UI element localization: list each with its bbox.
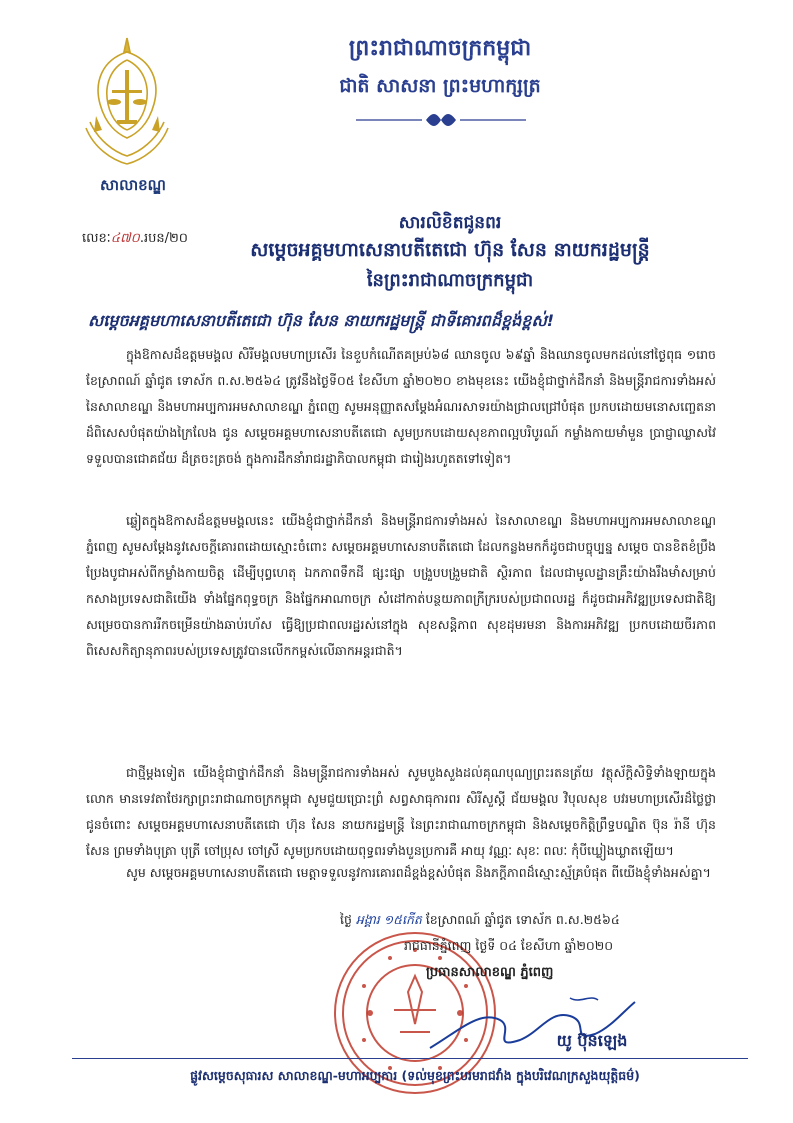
royal-emblem-icon [72, 30, 182, 170]
document-title-addressee: សម្តេចអគ្គមហាសេនាបតីតេជោ ហ៊ុន សែន នាយករដ្ឋមន្ត្រី [250, 239, 650, 261]
place-date-line: រាជធានីភ្នំពេញ ថ្ងៃទី ០៤ ខែសីហា ឆ្នាំ២០២០ [404, 938, 614, 953]
paragraph-3: ជាថ្មីម្តងទៀត យើងខ្ញុំជាថ្នាក់ដឹកនាំ និងមន្ត្រីរាជការទាំងអស់ សូមបួងសួងដល់គុណបុណ្យព្រះរតនត្រ័យ វត្ថុស័ក្តិសិទ្ធិទាំងឡាយក្នុងលោក មានទេវតាថែរក្សាព្រះរាជាណាចក្រកម្ពុជា សូមជួយប្រោះព្រំ សព្វសាធុការពរ សិរីសួស្តី ជ័យមង្គល វិបុលសុខ បវរមហាប្រសើរដ៏ថ្លៃថ្លា ជូនចំពោះ សម្តេចអគ្គមហាសេនាបតីតេជោ ហ៊ុន សែន នាយករដ្ឋមន្ត្រី នៃព្រះរាជាណាចក្រកម្ពុជា និងសម្តេចកិត្តិព្រឹទ្ធបណ្ឌិត ប៊ុន រ៉ានី ហ៊ុន សែន ព្រមទាំងបុត្រា បុត្រី ចៅប្រុស ចៅស្រី សូមប្រកបដោយពុទ្ធពរទាំងបួនប្រការគឺ អាយុ វណ្ណៈ សុខៈ ពលៈ កុំបីឃ្លៀងឃ្លាតឡើយ។ [86, 765, 716, 858]
paragraph-4: សូម សម្តេចអគ្គមហាសេនាបតីតេជោ មេត្តាទទួលនូវការគោរពដ៏ខ្ពង់ខ្ពស់បំផុត និងភក្តីភាពដ៏ស្មោះស្ម័គ្របំផុត ពីយើងខ្ញុំទាំងអស់គ្នា។ [126, 865, 711, 880]
lunar-date-prefix: ថ្ងៃ [340, 912, 352, 927]
divider-ornament-icon [356, 112, 526, 128]
signer-name: យូ ប៊ុនឡេង [556, 1031, 628, 1050]
reference-suffix: .របន/២០ [139, 231, 188, 246]
organization-name: សាលាខណ្ឌ [100, 176, 166, 194]
lunar-date-handwritten: អង្គារ ១៥កើត [355, 912, 422, 927]
reference-handwritten: ៤៧០ [110, 231, 140, 246]
paragraph-2: ឆ្លៀតក្នុងឱកាសដ៏ឧត្តមមង្គលនេះ យើងខ្ញុំជាថ្នាក់ដឹកនាំ និងមន្ត្រីរាជការទាំងអស់ នៃសាលាខណ្ឌ និងមហាអប្បការអមសាលាខណ្ឌ ភ្នំពេញ សូមសម្តែងនូវសេចក្តីគោរពដោយស្មោះចំពោះ សម្តេចអគ្គមហាសេនាបតីតេជោ ដែលកន្លងមកក៏ដូចជាបច្ចុប្បន្ន សម្តេច បានខិតខំប្រឹងប្រែងបូជាអស់ពីកម្លាំងកាយចិត្ត ដើម្បីបុព្វហេតុ ឯកភាពទឹកដី ផ្សះផ្សា បង្រួបបង្រួមជាតិ ស្ថិរភាព ដែលជាមូលដ្ឋានគ្រឹះយ៉ាងរឹងមាំសម្រាប់កសាងប្រទេសជាតិយើង ទាំងផ្នែកពុទ្ធចក្រ និងផ្នែកអាណាចក្រ សំដៅកាត់បន្ថយភាពក្រីក្ររបស់ប្រជាពលរដ្ឋ ក៏ដូចជាអភិវឌ្ឍប្រទេសជាតិឱ្យសម្រេចបានការរីកចម្រើនយ៉ាងឆាប់រហ័ស ធ្វើឱ្យប្រជាពលរដ្ឋរស់នៅក្នុង សុខសន្តិភាព សុខដុមរមនា និងការអភិវឌ្ឍ ប្រកបដោយចីរភាព ពិសេសកិត្យានុភាពរបស់ប្រទេសត្រូវបានលើកកម្ពស់លើឆាកអន្តរជាតិ។ [86, 513, 716, 658]
document-title-kingdom: នៃព្រះរាជាណាចក្រកម្ពុជា [366, 270, 534, 291]
salutation: សម្តេចអគ្គមហាសេនាបតីតេជោ ហ៊ុន សែន នាយករដ្ឋមន្ត្រី ជាទីគោរពដ៏ខ្ពង់ខ្ពស់! [88, 311, 554, 330]
paragraph-1: ក្នុងឱកាសដ៏ឧត្តមមង្គល សិរីមង្គលមហាប្រសើរ នៃខួបកំណើតគម្រប់៦៨ ឈានចូល ៦៩ឆ្នាំ និងឈានចូលមកដល់នៅថ្ងៃពុធ ១រោច ខែស្រាពណ៍ ឆ្នាំជូត ទោស័ក ព.ស.២៥៦៤ ត្រូវនឹងថ្ងៃទី០៥ ខែសីហា ឆ្នាំ២០២០ ខាងមុខនេះ យើងខ្ញុំជាថ្នាក់ដឹកនាំ និងមន្ត្រីរាជការទាំងអស់ នៃសាលាខណ្ឌ និងមហាអប្បការអមសាលាខណ្ឌ ភ្នំពេញ សូមអនុញ្ញាតសម្តែងអំណរសាទរយ៉ាងជ្រាលជ្រៅបំផុត ប្រកបដោយមនោសញ្ចេតនាដ៏ពិសេសបំផុតយ៉ាងក្រៃលែង ជូន សម្តេចអគ្គមហាសេនាបតីតេជោ សូមប្រកបដោយសុខភាពល្អបរិបូរណ៍ កម្លាំងកាយមាំមួន ប្រាជ្ញាឈ្លាសវៃ ទទួលបានជោគជ័យ ដ៏ត្រចះត្រចង់ ក្នុងការដឹកនាំរាជរដ្ឋាភិបាលកម្ពុជា ជារៀងរហូតតទៅទៀត។ [86, 347, 716, 466]
reference-prefix: លេខៈ [82, 231, 111, 246]
document-title: សារលិខិតជូនពរ [398, 213, 502, 233]
signer-title: ប្រធានសាលាខណ្ឌ ភ្នំពេញ [426, 965, 554, 980]
footer-address: ផ្លូវសម្តេចសុធារស សាលាខណ្ឌ-មហាអប្បការ (ទល់មុខព្រះបរមរាជវាំង ក្នុងបរិវេណក្រសួងយុត្តិធម៌) [190, 1068, 640, 1083]
lunar-date-suffix: ខែស្រាពណ៍ ឆ្នាំជូត ទោស័ក ព.ស.២៥៦៤ [425, 912, 620, 927]
national-motto: ជាតិ សាសនា ព្រះមហាក្សត្រ [339, 75, 541, 97]
kingdom-heading: ព្រះរាជាណាចក្រកម្ពុជា [348, 36, 532, 61]
footer-divider [72, 1058, 748, 1059]
lunar-date-line [340, 912, 720, 931]
reference-number [82, 230, 188, 249]
